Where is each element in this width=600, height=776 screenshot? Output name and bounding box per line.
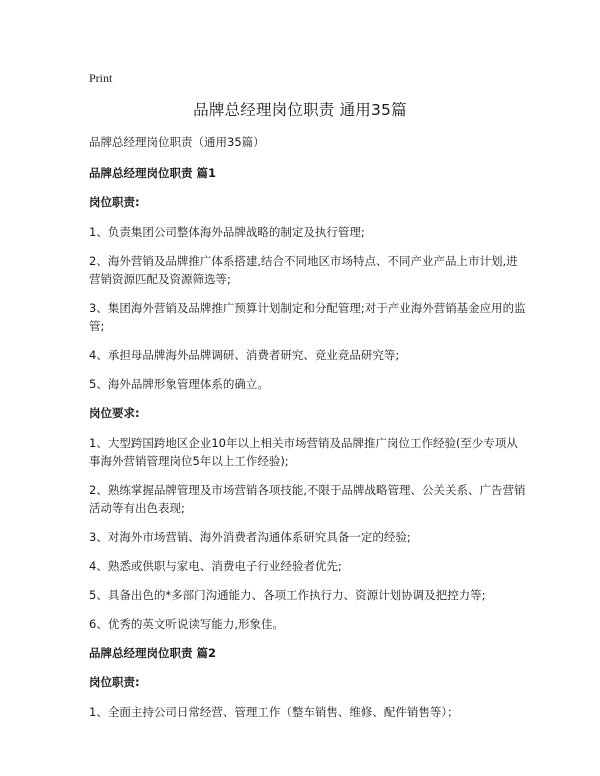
requirement-item: 1、大型跨国跨地区企业10年以上相关市场营销及品牌推广岗位工作经验(至少专项从事海外营销管理岗位5年以上工作经验);	[89, 436, 518, 468]
requirement-item: 6、优秀的英文听说读写能力,形象佳。	[89, 617, 284, 631]
section-2-duties-label: 岗位职责:	[89, 675, 140, 689]
section-1-duties-label: 岗位职责:	[89, 195, 140, 209]
duty-item: 1、负责集团公司整体海外品牌战略的制定及执行管理;	[89, 225, 365, 239]
document-body	[89, 133, 529, 732]
section-1-requirements-label: 岗位要求:	[89, 406, 140, 420]
requirement-item: 2、熟练掌握品牌管理及市场营销各项技能,不限于品牌战略管理、公关关系、广告营销活动等有出色表现;	[89, 483, 526, 515]
duty-item: 3、集团海外营销及品牌推广预算计划制定和分配管理;对于产业海外营销基金应用的监管;	[89, 301, 526, 333]
duty-item: 5、海外品牌形象管理体系的确立。	[89, 377, 269, 391]
requirement-item: 3、对海外市场营销、海外消费者沟通体系研究具备一定的经验;	[89, 530, 411, 544]
requirement-item: 5、具备出色的*多部门沟通能力、各项工作执行力、资源计划协调及把控力等;	[89, 588, 486, 602]
print-label[interactable]: Print	[89, 71, 113, 85]
duty-item: 4、承担母品牌海外品牌调研、消费者研究、竞业竞品研究等;	[89, 348, 400, 362]
duty-item: 2、海外营销及品牌推广体系搭建,结合不同地区市场特点、不同产业产品上市计划,进营销资源匹配及资源筛选等;	[89, 254, 518, 286]
section-1-heading: 品牌总经理岗位职责 篇1	[89, 166, 217, 180]
document-subtitle: 品牌总经理岗位职责（通用35篇）	[89, 135, 265, 149]
duty-item: 1、全面主持公司日常经营、管理工作（整车销售、维修、配件销售等）；	[89, 705, 459, 719]
requirement-item: 4、熟悉或供职与家电、消费电子行业经验者优先;	[89, 559, 342, 573]
document-title: 品牌总经理岗位职责 通用35篇	[193, 101, 407, 119]
section-2-heading: 品牌总经理岗位职责 篇2	[89, 646, 217, 660]
